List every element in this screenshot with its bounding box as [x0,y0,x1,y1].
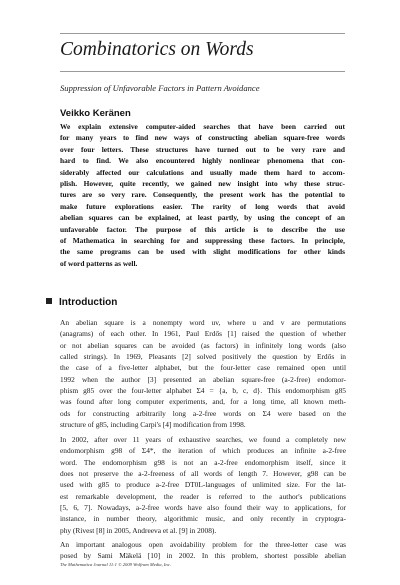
abstract-line: abelian squares can be explained, at least partly, by using the concept of an [60,213,345,223]
abstract [60,121,345,269]
paragraph-line: ods for constructing arbitrarily long a-2-free words on Σ4 were based on the [60,408,346,418]
paragraph-line: does not preserve the a-2-freeness of all words of length 7. However, g98 can be [60,469,346,479]
abstract-line: unfavorable factor. The purpose of this article is to describe the use [60,224,345,234]
paragraph-line: posed by Sami Mäkelä [10] in 2002. In this problem, shortest possible abelian [60,551,346,561]
abstract-line: the same programs can be used with slight modifications for other kinds [60,247,345,257]
article-subtitle: Suppression of Unfavorable Factors in Pattern Avoidance [60,83,260,93]
abstract-line: for many years to find new ways of constructing abelian square-free words [60,133,345,143]
paragraph-line: 1992 when the author [3] presented an abelian square-free (a-2-free) endomor- [60,374,346,384]
paragraph-line: endomorphism g98 of Σ4*, the iteration of which produces an infinite a-2-free [60,446,346,456]
title-underline-rule [60,71,345,72]
abstract-line: We explain extensive computer-aided searches that have been carried out [60,122,345,131]
paragraph-line: est remarkable development, the reader is referred to the author's publications [60,491,346,501]
paragraph-line: word. The endomorphism g98 is not an a-2-free endomorphism itself, since it [60,457,346,467]
abstract-line: over four letters. These structures have turned out to be very rare and [60,144,345,154]
paragraph-line: instance, in number theory, algorithmic music, and only recently in cryptogra- [60,514,346,524]
abstract-line: plish. However, quite recently, we gained new insight into why these struc- [60,179,345,189]
abstract-line: of word patterns as well. [60,258,138,268]
paragraph-line: In 2002, after over 11 years of exhaustive searches, we found a completely new [60,435,346,444]
abstract-line: tures are so very rare. Consequently, the present work has the potential to [60,190,345,200]
paragraph-line: used with g85 to produce a-2-free DT0L-languages of unlimited size. For the lat- [60,480,346,490]
paragraph-line: called strings). In 1969, Pleasants [2] solved positively the question by Erdős in [60,352,346,362]
journal-footer: The Mathematica Journal 11:1 © 2009 Wolfram Media, Inc. [60,562,171,567]
paragraph-line: the case of a five-letter alphabet, but the four-letter case remained open until [60,363,346,373]
abstract-line: of Mathematica in searching for and suppressing these factors. In principle, [60,236,345,246]
paragraph-line: phy (Rivest [8] in 2005, Andreeva et al. [9] in 2008). [60,525,217,535]
paragraph-line: structure of g85, including Carpi's [4] modification from 1998. [60,420,246,430]
top-rule [60,33,345,34]
section-heading-text: Introduction [59,297,118,308]
author-name: Veikko Keränen [60,108,131,119]
paragraph-line: [5, 6, 7]. Nowadays, a-2-free words have also found their way to applications, for [60,503,346,513]
paragraph-3 [60,539,346,562]
paragraph-line: An abelian square is a nonempty word uv, where u and v are permutations [60,318,346,327]
paragraph-line: An important analogous open avoidability problem for the three-letter case was [60,540,346,549]
paragraph-line: was found after long computer experiments, and, for a long time, all known meth- [60,397,346,407]
article-title: Combinatorics on Words [60,39,254,60]
paragraph-line: or not abelian squares can be avoided (as factors) in infinitely long words (also [60,340,346,350]
paragraph-2 [60,434,346,536]
abstract-line: hard to find. We also encountered highly nonlinear phenomena that con- [60,156,345,166]
section-heading [46,292,117,310]
paragraph-line: (anagrams) of each other. In 1961, Paul Erdős [1] raised the question of whether [60,329,346,339]
abstract-line: make future explorations easier. The rarity of long words that avoid [60,201,345,211]
abstract-line: siderably affected our calculations and usually made them hard to accom- [60,167,345,177]
paragraph-line: phism g85 over the four-letter alphabet Σ4 = {a, b, c, d}. This endomorphism g85 [60,386,346,396]
section-bullet-icon [46,298,52,304]
paragraph-1 [60,317,346,430]
